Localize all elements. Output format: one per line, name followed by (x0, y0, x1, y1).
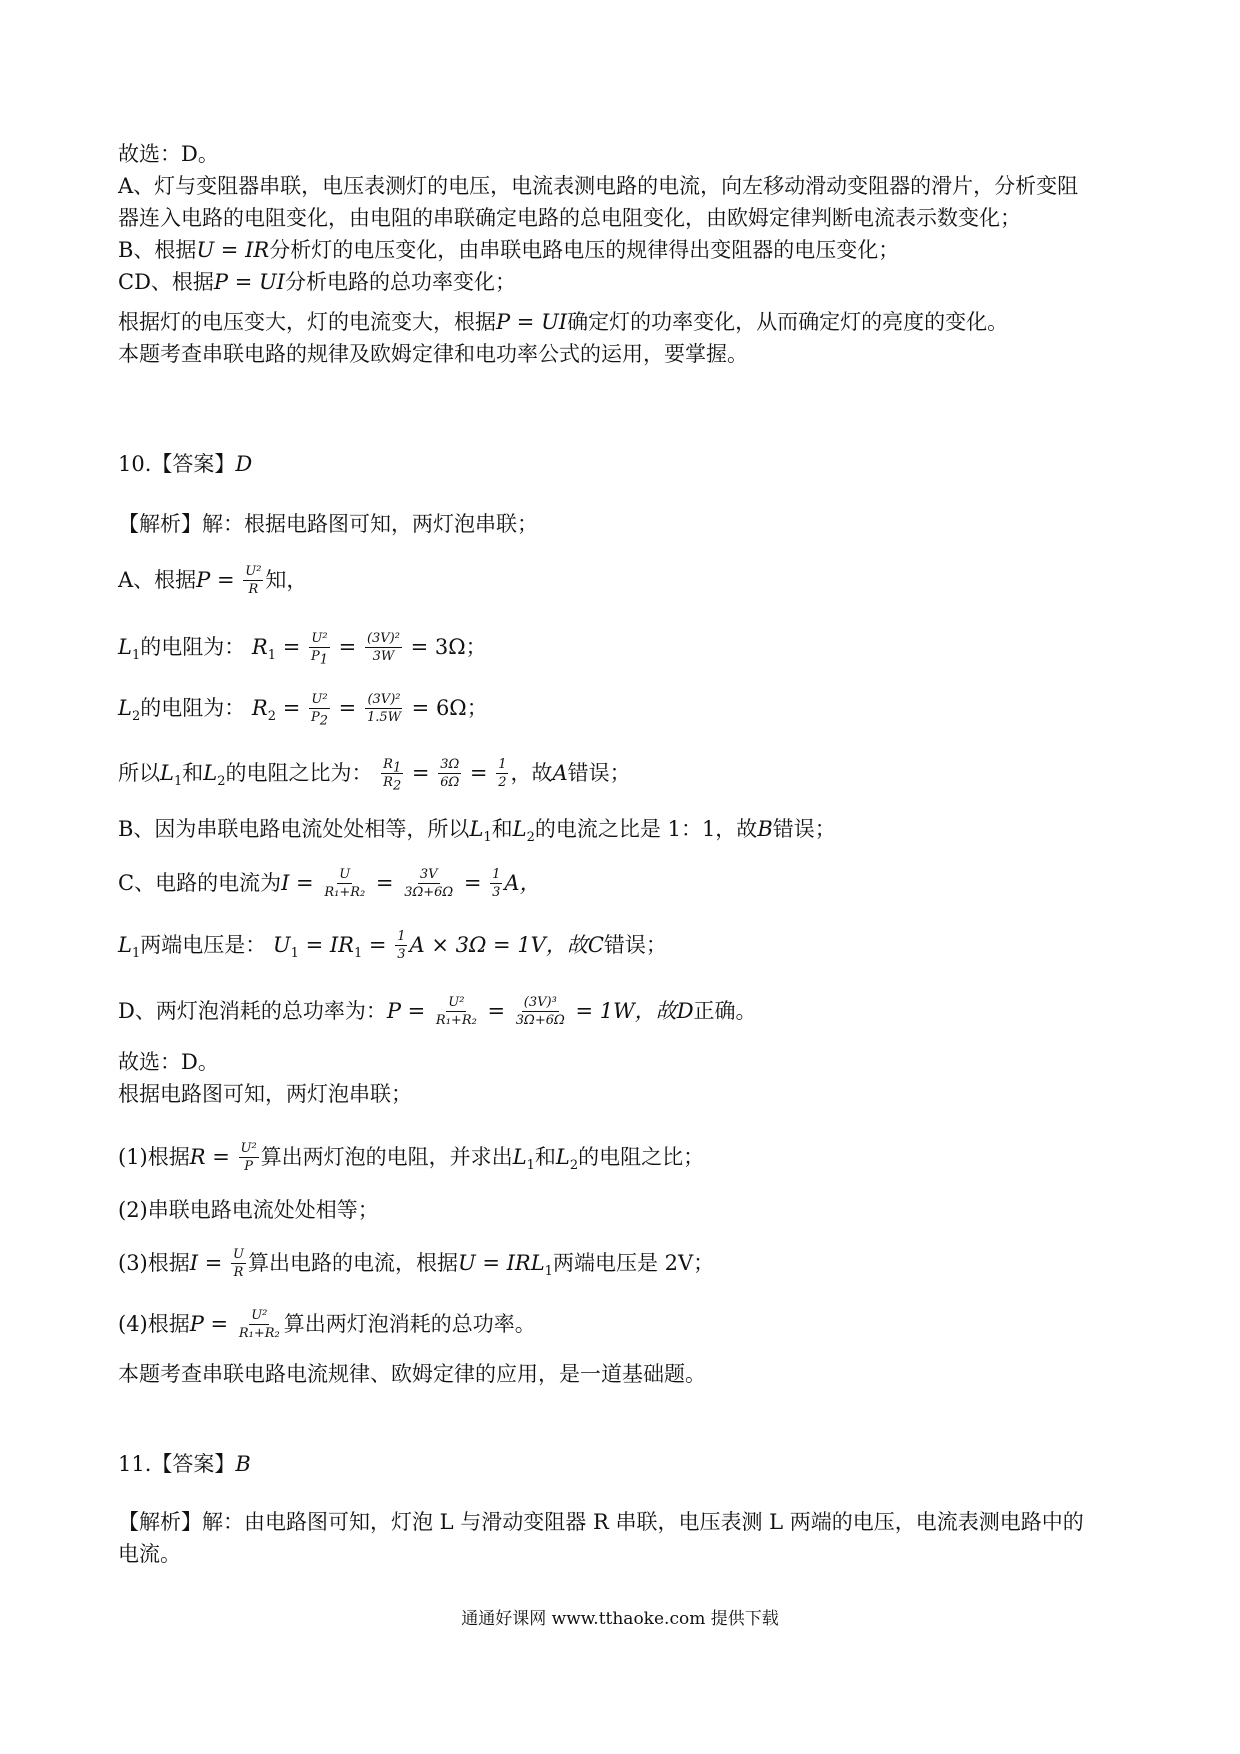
subscript: 2 (319, 713, 328, 729)
text: 错误； (603, 933, 667, 957)
fraction (309, 631, 330, 668)
symbol: L (555, 1145, 570, 1169)
numerator: U (233, 1247, 244, 1262)
numerator (381, 757, 403, 774)
text: 【解析】解：根据电路图可知，两灯泡串联； (118, 512, 538, 536)
formula: = 1W，故 (568, 999, 677, 1023)
subscript: 1 (290, 946, 299, 962)
formula-line: $L_2$的电阻为： $R_2$ = $\frac{\text{U²}}{P_2}$ = $\frac{\text{(3V)²}}{1.5W}$ = 6Ω； (118, 692, 488, 729)
numerator: U² (240, 1141, 257, 1156)
subscript: 1 (173, 774, 183, 790)
analysis-line (118, 510, 538, 538)
answer-heading (118, 450, 252, 478)
text: A、灯与变阻器串联，电压表测灯的电压，电流表测电路的电流，向左移动滑动变阻器的滑片，分析变阻 (118, 174, 1079, 198)
subscript: 2 (131, 709, 141, 725)
text: 算出两灯泡消耗的总功率。 (283, 1312, 536, 1336)
symbol: R (251, 696, 268, 720)
text: B、因为串联电路电流处处相等，所以 (118, 817, 470, 841)
subscript: 1 (544, 1264, 553, 1280)
denominator: 3 (397, 947, 406, 962)
symbol: P (310, 649, 320, 664)
text: 本题考查串联电路的规律及欧姆定律和电功率公式的运用，要掌握。 (118, 342, 748, 366)
text: C、电路的电流为 (118, 871, 282, 895)
text: 的电阻为： (140, 635, 246, 659)
numerator: 1 (498, 757, 507, 772)
fraction (239, 1141, 259, 1174)
text: 的电流之比是 1：1，故 (534, 817, 758, 841)
answer-letter: D (235, 452, 253, 476)
fraction (365, 692, 403, 725)
formula: U = IRL (457, 1251, 545, 1275)
text: 知， (265, 568, 308, 592)
fraction (438, 757, 461, 790)
fraction (434, 995, 479, 1028)
formula-line (118, 565, 307, 598)
subscript: 2 (526, 830, 535, 846)
denominator (381, 774, 403, 794)
fraction (322, 867, 367, 900)
analysis-line (118, 236, 899, 264)
numerator: (3V)² (367, 692, 401, 707)
formula-line: D、两灯泡消耗的总功率为：P = $\frac{\text{U²}}{\text{R₁+R₂}}$ = $\frac{\text{(3V)³}}{3\Omega+6\Omega}$ = 1W，故D正确。 (118, 995, 757, 1028)
symbol: R (383, 757, 393, 772)
symbol: R (383, 775, 393, 790)
text: 器连入电路的电阻变化，由电阻的串联确定电路的总电阻变化，由欧姆定律判断电流表示数变化； (118, 206, 1021, 230)
formula-line (118, 1248, 714, 1281)
option-letter: B (757, 817, 773, 841)
denominator: P (244, 1159, 253, 1174)
option-letter: A (552, 761, 568, 785)
select-line (118, 1048, 219, 1076)
numerator: U² (311, 692, 328, 707)
symbol: L (203, 761, 218, 785)
symbol: L (160, 761, 174, 785)
denominator: 3Ω+6Ω (404, 885, 454, 900)
subscript: 1 (131, 946, 141, 962)
text: 的电阻为： (140, 696, 246, 720)
numerator: U² (311, 631, 328, 646)
text: 分析灯的电压变化，由串联电路电压的规律得出变阻器的电压变化； (269, 238, 900, 262)
subscript: 1 (319, 652, 328, 668)
fraction (243, 564, 263, 597)
analysis-line (118, 308, 1008, 336)
text: A、根据 (118, 568, 197, 592)
text: (1)根据 (118, 1145, 190, 1169)
numerator: (3V)² (366, 631, 400, 646)
numerator: 1 (492, 867, 501, 882)
summary-line (118, 1080, 412, 1108)
text: 分析电路的总功率变化； (284, 270, 516, 294)
numerator: U (339, 867, 351, 882)
denominator (309, 648, 330, 668)
formula: P = UI (496, 310, 568, 334)
symbol: L (512, 1145, 527, 1169)
analysis-line (118, 1508, 1084, 1536)
subscript: 1 (267, 648, 277, 664)
text: B、根据 (118, 238, 197, 262)
formula: I = (281, 871, 321, 895)
numerator: U² (245, 564, 262, 579)
analysis-line (118, 204, 1021, 232)
summary-line (118, 1360, 706, 1388)
text: (4)根据 (118, 1312, 190, 1336)
denominator: 2 (498, 775, 507, 790)
summary-line (118, 340, 748, 368)
numerator: (3V)³ (523, 995, 557, 1010)
formula: U = IR (196, 238, 270, 262)
subscript: 1 (526, 1158, 535, 1174)
analysis-line (118, 268, 516, 296)
formula-line: $L_1$两端电压是： $U_1 = IR_1$ = $\frac{1}{3}$ A × 3Ω = 1V，故C错误； (118, 929, 667, 962)
subscript: 2 (569, 1158, 579, 1174)
text: 根据电路图可知，两灯泡串联； (118, 1082, 412, 1106)
answer-heading (118, 1450, 251, 1478)
text: 和 (491, 817, 513, 841)
text: 根据灯的电压变大，灯的电流变大，根据 (118, 310, 496, 334)
denominator: 6Ω (440, 775, 460, 790)
subscript: 2 (267, 709, 277, 725)
symbol: U (272, 933, 291, 957)
formula-line (118, 1309, 536, 1342)
numerator: U² (448, 995, 465, 1010)
text: 错误； (772, 817, 836, 841)
text: 算出两灯泡的电阻，并求出 (260, 1145, 513, 1169)
text: 两端电压是 2V； (552, 1251, 715, 1275)
fraction (402, 867, 455, 900)
formula-line: 所以$L_1$和$L_2$的电阻之比为： $\frac{R_1}{R_2}$ = $\frac{3\Omega}{6\Omega}$ = $\frac{1}{2}$ ，故A错误； (118, 757, 631, 794)
text: D、两灯泡消耗的总功率为： (118, 999, 387, 1023)
fraction (231, 1247, 246, 1280)
text: = 6Ω； (405, 696, 488, 720)
text: 和 (182, 761, 204, 785)
symbol: R (251, 635, 268, 659)
symbol: L (118, 933, 132, 957)
fraction (514, 995, 567, 1028)
text: 确定灯的功率变化，从而确定灯的亮度的变化。 (567, 310, 1009, 334)
text: (3)根据 (118, 1251, 190, 1275)
text: 10.【答案】 (118, 452, 236, 476)
text: 11.【答案】 (118, 1452, 236, 1476)
symbol: L (118, 696, 132, 720)
text: = (276, 635, 307, 659)
formula: P = (196, 568, 242, 592)
text: CD、根据 (118, 270, 214, 294)
denominator: 3 (492, 885, 501, 900)
denominator: R (233, 1265, 244, 1280)
formula-line: $L_1$的电阻为： $R_1$ = $\frac{\text{U²}}{P_1}$ = $\frac{\text{(3V)²}}{3W}$ = 3Ω； (118, 631, 487, 668)
text: = 3Ω； (403, 635, 487, 659)
denominator: 3Ω+6Ω (515, 1013, 565, 1028)
formula: R = (189, 1145, 237, 1169)
text: 正确。 (693, 999, 757, 1023)
denominator: R₁+R₂ (324, 885, 366, 900)
denominator: R₁+R₂ (238, 1326, 280, 1341)
formula: I = (189, 1251, 229, 1275)
denominator: R (248, 582, 259, 597)
formula-line (118, 1142, 704, 1175)
subscript: 1 (353, 946, 363, 962)
formula: P = (189, 1312, 235, 1336)
text: 两端电压是： (140, 933, 267, 957)
page-footer: 通通好课网 www.tthaoke.com 提供下载 (461, 1609, 779, 1629)
fraction (381, 757, 403, 794)
fraction (395, 929, 407, 962)
text: 故选：D。 (118, 1050, 219, 1074)
summary-line (118, 1196, 379, 1224)
fraction (309, 692, 330, 729)
numerator: 3V (419, 867, 438, 882)
formula: A × 3Ω = 1V，故 (409, 933, 588, 957)
text: (2)串联电路电流处处相等； (118, 1198, 379, 1222)
text: 所以 (118, 761, 160, 785)
fraction (496, 757, 508, 790)
denominator (309, 709, 330, 729)
analysis-line (118, 815, 836, 846)
answer-letter: B (235, 1452, 251, 1476)
text: 和 (534, 1145, 556, 1169)
fraction (365, 631, 402, 664)
symbol: L (512, 817, 527, 841)
denominator: 3W (372, 649, 395, 664)
subscript: 1 (483, 830, 492, 846)
text: 的电阻之比； (578, 1145, 705, 1169)
subscript: 2 (217, 774, 226, 790)
text: 【解析】解：由电路图可知，灯泡 L 与滑动变阻器 R 串联，电压表测 L 两端的电压，电流表测电路中的 (118, 1510, 1084, 1534)
text: 电流。 (118, 1542, 181, 1566)
option-letter: D (676, 999, 694, 1023)
symbol: L (118, 635, 132, 659)
fraction (237, 1308, 282, 1341)
select-line (118, 140, 219, 168)
formula: P = UI (213, 270, 285, 294)
symbol: R (338, 933, 354, 957)
symbol: P (310, 710, 320, 725)
formula: A， (504, 871, 541, 895)
text: ，故 (510, 761, 553, 785)
text: 的电阻之比为： (225, 761, 373, 785)
text: 算出电路的电流，根据 (247, 1251, 458, 1275)
subscript: 1 (392, 760, 402, 776)
symbol: L (469, 817, 484, 841)
numerator: 3Ω (440, 757, 460, 772)
analysis-line (118, 172, 1078, 200)
denominator: R₁+R₂ (435, 1013, 477, 1028)
text: 错误； (567, 761, 631, 785)
numerator: 1 (397, 929, 406, 944)
numerator: U² (251, 1308, 268, 1323)
text: 本题考查串联电路电流规律、欧姆定律的应用，是一道基础题。 (118, 1362, 706, 1386)
option-letter: C (587, 933, 604, 957)
formula: P = (386, 999, 432, 1023)
subscript: 1 (131, 648, 141, 664)
subscript: 2 (392, 778, 402, 794)
fraction (490, 867, 502, 900)
analysis-line (118, 1540, 181, 1568)
formula: = I (298, 933, 339, 957)
formula-line: C、电路的电流为I = $\frac{U}{\text{R₁+R₂}}$ = $\frac{3V}{3\Omega+6\Omega}$ = $\frac{1}{3}$ A， (118, 867, 541, 900)
denominator: 1.5W (366, 710, 401, 725)
text: 故选：D。 (118, 142, 219, 166)
